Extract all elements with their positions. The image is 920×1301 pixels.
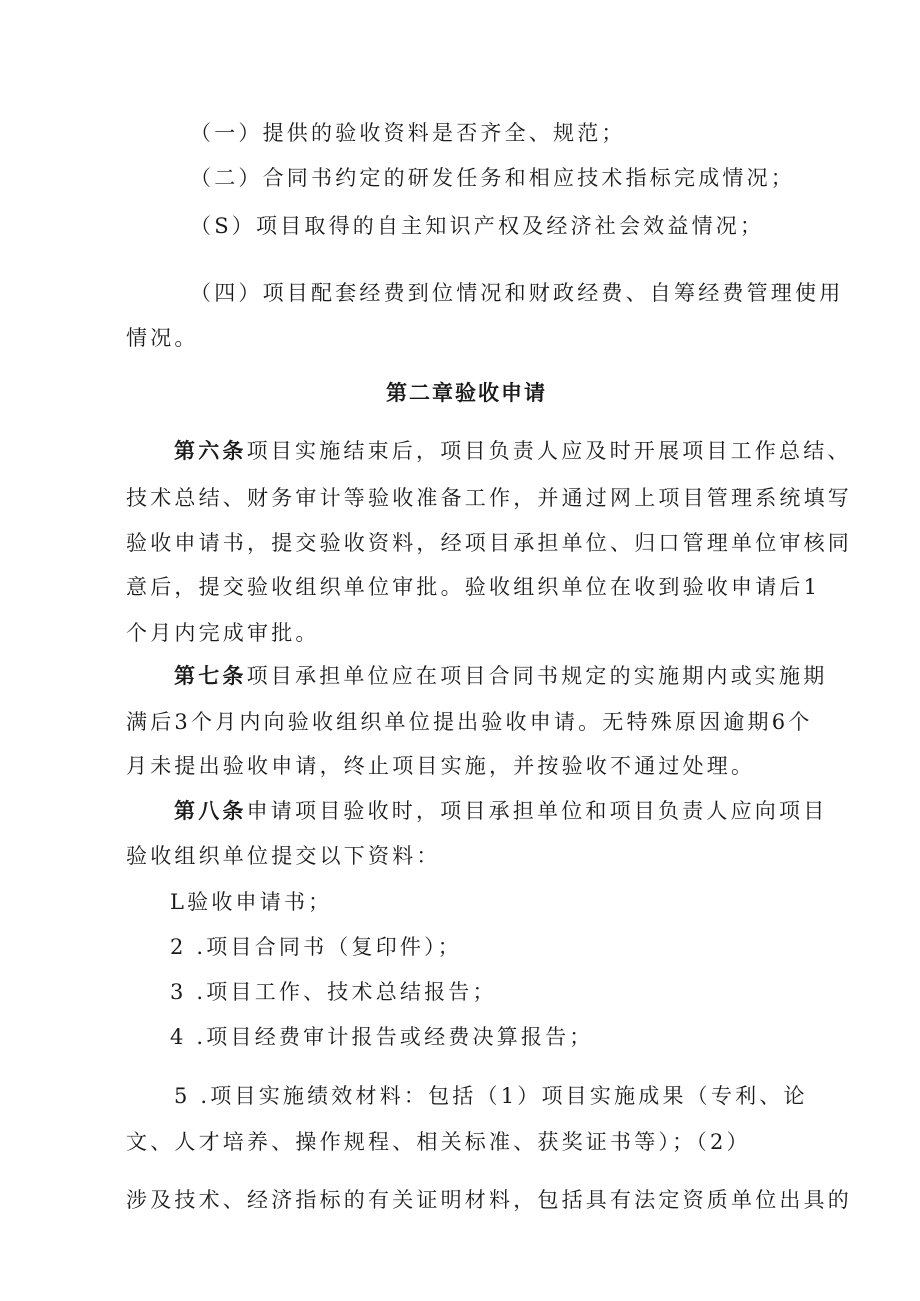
criteria-item-2: （二）合同书约定的研发任务和相应技术指标完成情况；	[190, 166, 795, 190]
article-6-first-line	[174, 436, 852, 466]
material-item-2: 2 .项目合同书（复印件）；	[170, 935, 463, 959]
article-7-first-line	[174, 661, 827, 691]
criteria-item-3: （S）项目取得的自主知识产权及经济社会效益情况；	[190, 214, 765, 238]
article-8-first-line	[174, 796, 827, 826]
article-6-text: 项目实施结束后，项目负责人应及时开展项目工作总结、	[246, 439, 852, 463]
criteria-item-4: （四）项目配套经费到位情况和财政经费、自筹经费管理使用	[190, 281, 844, 305]
article-6-line: 意后，提交验收组织单位审批。验收组织单位在收到验收申请后1	[126, 575, 821, 599]
material-item-5: 5 .项目实施绩效材料：包括（1）项目实施成果（专利、论	[174, 1084, 808, 1108]
criteria-item-4-continued: 情况。	[126, 326, 199, 350]
material-item-4: 4 .项目经费审计报告或经费决算报告；	[170, 1025, 594, 1049]
criteria-item-1: （一）提供的验收资料是否齐全、规范；	[190, 121, 626, 145]
article-7-line: 满后3个月内向验收组织单位提出验收申请。无特殊原因逾期6个	[126, 710, 813, 734]
article-6-line: 个月内完成审批。	[126, 621, 320, 645]
article-6-label: 第六条	[174, 438, 247, 463]
article-7-line: 月未提出验收申请，终止项目实施，并按验收不通过处理。	[126, 754, 756, 778]
article-7-text: 项目承担单位应在项目合同书规定的实施期内或实施期	[246, 664, 828, 688]
article-7-label: 第七条	[174, 663, 247, 688]
article-8-label: 第八条	[174, 798, 247, 823]
article-8-text: 申请项目验收时，项目承担单位和项目负责人应向项目	[246, 799, 828, 823]
material-item-1: L验收申请书；	[170, 890, 333, 914]
material-item-5-line: 文、人才培养、操作规程、相关标准、获奖证书等）；（2）	[126, 1130, 751, 1154]
article-6-line: 技术总结、财务审计等验收准备工作，并通过网上项目管理系统填写	[126, 486, 852, 510]
article-8-line: 验收组织单位提交以下资料：	[126, 844, 441, 868]
material-item-3: 3 .项目工作、技术总结报告；	[170, 980, 497, 1004]
material-item-5-line: 涉及技术、经济指标的有关证明材料，包括具有法定资质单位出具的	[126, 1188, 852, 1212]
chapter-title: 第二章验收申请	[386, 380, 547, 405]
article-6-line: 验收申请书，提交验收资料，经项目承担单位、归口管理单位审核同	[126, 531, 852, 555]
